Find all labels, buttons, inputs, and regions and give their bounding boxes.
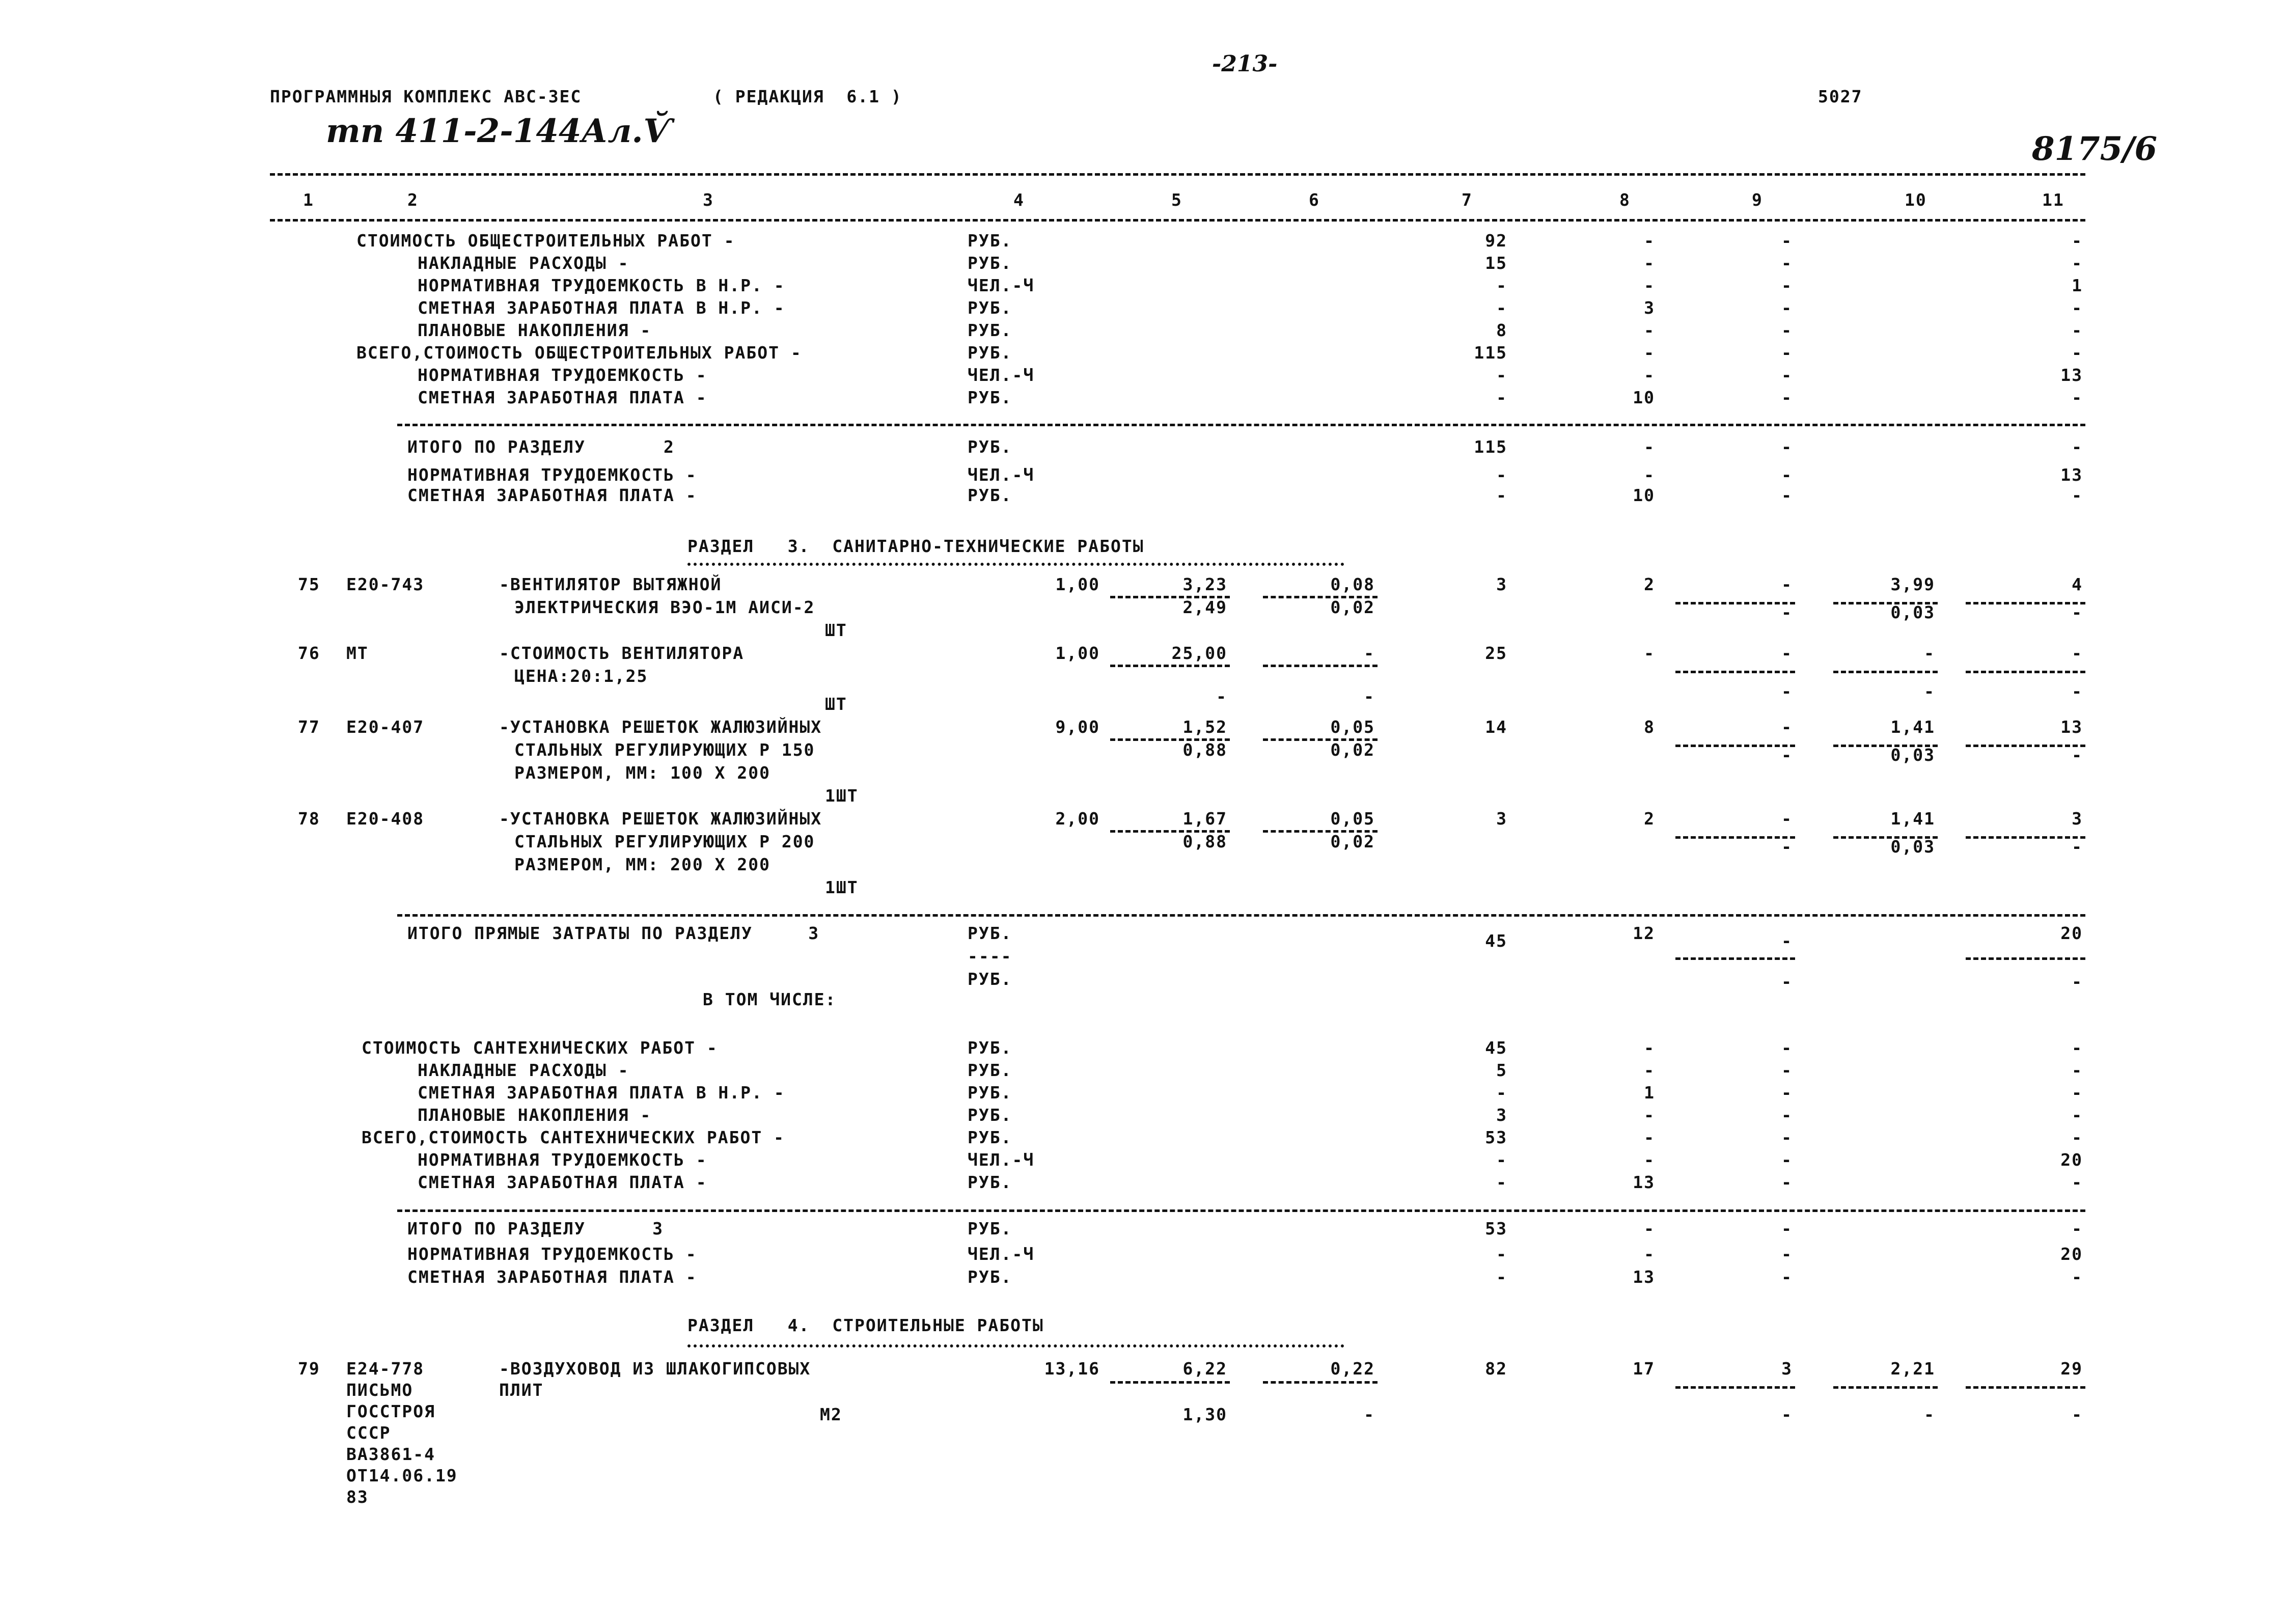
summary-c11: -	[2072, 231, 2083, 251]
section3-items-rule	[397, 914, 2085, 917]
item-c6b: 0,02	[1330, 597, 1375, 617]
program-code: 5027	[1818, 87, 1863, 106]
item-description: РАЗМЕРОМ, ММ: 200 Х 200	[514, 855, 770, 874]
summary-unit: ЧЕЛ.-Ч	[968, 276, 1035, 295]
summary-c7: 92	[1485, 231, 1507, 251]
item-c10: 2,21	[1890, 1359, 1935, 1379]
item-c5: 1,67	[1182, 809, 1227, 829]
item-unit: М2	[820, 1405, 842, 1424]
summary-c8: -	[1644, 1060, 1655, 1080]
summary-c9: -	[1781, 1038, 1793, 1058]
summary-c9: -	[1781, 1060, 1793, 1080]
summary-c9: -	[1781, 1150, 1793, 1170]
item-c10b: 0,03	[1890, 745, 1935, 765]
total-c8: -	[1644, 1244, 1655, 1264]
summary-c7: -	[1496, 298, 1507, 318]
item-c10-rule	[1833, 671, 1938, 673]
summary-c11: 20	[2060, 1150, 2083, 1170]
item-c11: 3	[2072, 809, 2083, 829]
item-description: -УСТАНОВКА РЕШЕТОК ЖАЛЮЗИЙНЫХ	[499, 809, 822, 829]
item-c5b: 1,30	[1182, 1405, 1227, 1424]
item-c10: 3,99	[1890, 574, 1935, 594]
summary-c7: 115	[1474, 343, 1507, 363]
item-c7: 3	[1496, 809, 1507, 829]
item-c8: -	[1644, 643, 1655, 663]
item-c6: 0,08	[1330, 574, 1375, 594]
summary-unit: ЧЕЛ.-Ч	[968, 365, 1035, 385]
item-c9b: -	[1781, 837, 1793, 857]
item-c7: 25	[1485, 643, 1507, 663]
column-number: 10	[1905, 190, 1927, 210]
item-description: -СТОИМОСТЬ ВЕНТИЛЯТОРА	[499, 643, 745, 663]
header-rule-bottom	[270, 219, 2085, 222]
item-quantity: 2,00	[1055, 809, 1100, 829]
item-number: 75	[298, 574, 320, 594]
summary-c11: -	[2072, 1083, 2083, 1103]
item-c5b: 0,88	[1182, 740, 1227, 760]
summary-c8: 13	[1633, 1172, 1655, 1192]
column-number: 8	[1619, 190, 1631, 210]
summary-c8: 3	[1644, 298, 1655, 318]
section4-title: РАЗДЕЛ 4. СТРОИТЕЛЬНЫЕ РАБОТЫ	[687, 1315, 1044, 1335]
summary-c8: -	[1644, 1105, 1655, 1125]
total-c8: 10	[1633, 485, 1655, 505]
item-reference: СССР	[346, 1423, 391, 1443]
summary-label: СТОИМОСТЬ САНТЕХНИЧЕСКИХ РАБОТ -	[362, 1038, 718, 1058]
summary-c7: -	[1496, 365, 1507, 385]
item-code: Е24-778	[346, 1359, 425, 1379]
summary-c11: -	[2072, 253, 2083, 273]
total-unit: РУБ.	[968, 1219, 1012, 1238]
item-c11-rule	[1966, 1386, 2085, 1389]
summary-c7: -	[1496, 388, 1507, 407]
item-reference: ВА3861-4	[346, 1444, 435, 1464]
item-description: СТАЛЬНЫХ РЕГУЛИРУЮЩИХ Р 150	[514, 740, 815, 760]
item-code: МТ	[346, 643, 369, 663]
summary-c11: -	[2072, 320, 2083, 340]
total-c11: -	[2072, 1219, 2083, 1238]
item-c9: -	[1781, 574, 1793, 594]
summary-c7: 8	[1496, 320, 1507, 340]
summary-c9: -	[1781, 231, 1793, 251]
item-c5b: 0,88	[1182, 832, 1227, 851]
summary-label: СМЕТНАЯ ЗАРАБОТНАЯ ПЛАТА -	[418, 1172, 707, 1192]
summary-c11: -	[2072, 1172, 2083, 1192]
summary-c11: -	[2072, 1060, 2083, 1080]
item-c10b: -	[1924, 681, 1935, 701]
summary-label: СМЕТНАЯ ЗАРАБОТНАЯ ПЛАТА В Н.Р. -	[418, 298, 785, 318]
summary-unit: РУБ.	[968, 343, 1012, 363]
summary-c8: -	[1644, 343, 1655, 363]
summary-c11: -	[2072, 388, 2083, 407]
direct-costs-unit: РУБ.	[968, 923, 1012, 943]
summary-c7: -	[1496, 276, 1507, 295]
item-c11b: -	[2072, 1405, 2083, 1424]
direct-costs-c9b: -	[1781, 972, 1793, 992]
summary-c9: -	[1781, 1083, 1793, 1103]
item-c9b: -	[1781, 681, 1793, 701]
summary-c9: -	[1781, 1105, 1793, 1125]
item-c5-rule	[1110, 665, 1230, 667]
summary-c11: -	[2072, 298, 2083, 318]
summary-c11: 1	[2072, 276, 2083, 295]
item-description: РАЗМЕРОМ, ММ: 100 Х 200	[514, 763, 770, 783]
item-unit: ШТ	[825, 620, 847, 640]
item-c6b: 0,02	[1330, 832, 1375, 851]
total-unit: РУБ.	[968, 437, 1012, 457]
item-c9: -	[1781, 643, 1793, 663]
summary-c8: -	[1644, 276, 1655, 295]
total-unit: ЧЕЛ.-Ч	[968, 1244, 1035, 1264]
summary-c9: -	[1781, 365, 1793, 385]
total-c9: -	[1781, 485, 1793, 505]
item-number: 79	[298, 1359, 320, 1379]
summary-label: НАКЛАДНЫЕ РАСХОДЫ -	[418, 253, 629, 273]
item-c6b: -	[1364, 1405, 1375, 1424]
summary-c7: -	[1496, 1083, 1507, 1103]
item-c5b: -	[1216, 686, 1227, 706]
summary-unit: РУБ.	[968, 388, 1012, 407]
summary-c8: -	[1644, 1150, 1655, 1170]
item-description: СТАЛЬНЫХ РЕГУЛИРУЮЩИХ Р 200	[514, 832, 815, 851]
item-c11b: -	[2072, 602, 2083, 622]
summary-c7: 15	[1485, 253, 1507, 273]
summary-c8: -	[1644, 231, 1655, 251]
column-number: 11	[2042, 190, 2064, 210]
total-c8: -	[1644, 437, 1655, 457]
item-number: 78	[298, 809, 320, 829]
header-rule-top	[270, 173, 2085, 176]
summary-unit: РУБ.	[968, 1038, 1012, 1058]
summary-c7: -	[1496, 1172, 1507, 1192]
column-number: 1	[303, 190, 314, 210]
summary-c9: -	[1781, 343, 1793, 363]
total-c7: -	[1496, 1244, 1507, 1264]
direct-costs-c9: -	[1781, 931, 1793, 951]
item-description: -УСТАНОВКА РЕШЕТОК ЖАЛЮЗИЙНЫХ	[499, 717, 822, 737]
summary-unit: РУБ.	[968, 1083, 1012, 1103]
total-label: НОРМАТИВНАЯ ТРУДОЕМКОСТЬ -	[407, 1244, 697, 1264]
section3-title-underline	[687, 563, 1344, 566]
summary-label: СМЕТНАЯ ЗАРАБОТНАЯ ПЛАТА -	[418, 388, 707, 407]
program-edition: ( РЕДАКЦИЯ 6.1 )	[713, 87, 902, 106]
summary-label: СТОИМОСТЬ ОБЩЕСТРОИТЕЛЬНЫХ РАБОТ -	[356, 231, 735, 251]
summary-c8: -	[1644, 253, 1655, 273]
summary-c8: 1	[1644, 1083, 1655, 1103]
item-quantity: 9,00	[1055, 717, 1100, 737]
item-c5: 25,00	[1171, 643, 1227, 663]
direct-costs-unit-dash: ----	[968, 946, 1012, 966]
summary-unit: РУБ.	[968, 1172, 1012, 1192]
summary-c9: -	[1781, 276, 1793, 295]
total-label: ИТОГО ПО РАЗДЕЛУ 3	[407, 1219, 664, 1238]
item-unit: ШТ	[825, 694, 847, 714]
summary-c9: -	[1781, 298, 1793, 318]
column-number: 5	[1171, 190, 1182, 210]
item-code: Е20-408	[346, 809, 425, 829]
direct-costs-c7: 45	[1485, 931, 1507, 951]
total-c11: 20	[2060, 1244, 2083, 1264]
item-c10b: 0,03	[1890, 602, 1935, 622]
item-code: Е20-407	[346, 717, 425, 737]
summary-label: ВСЕГО,СТОИМОСТЬ САНТЕХНИЧЕСКИХ РАБОТ -	[362, 1127, 785, 1147]
item-description: -ВОЗДУХОВОД ИЗ ШЛАКОГИПСОВЫХ	[499, 1359, 811, 1379]
column-number: 9	[1752, 190, 1763, 210]
item-c11: -	[2072, 643, 2083, 663]
including-label: В ТОМ ЧИСЛЕ:	[703, 989, 837, 1009]
total-c7: -	[1496, 485, 1507, 505]
summary-c8: 10	[1633, 388, 1655, 407]
item-c6-rule	[1263, 1381, 1378, 1384]
total-c8: -	[1644, 465, 1655, 485]
summary-label: СМЕТНАЯ ЗАРАБОТНАЯ ПЛАТА В Н.Р. -	[418, 1083, 785, 1103]
item-c6b: -	[1364, 686, 1375, 706]
item-c11-rule	[1966, 671, 2085, 673]
summary-label: НОРМАТИВНАЯ ТРУДОЕМКОСТЬ В Н.Р. -	[418, 276, 785, 295]
page-number: -213-	[1212, 51, 1278, 77]
summary-c8: -	[1644, 365, 1655, 385]
item-description: -ВЕНТИЛЯТОР ВЫТЯЖНОЙ	[499, 574, 722, 594]
total-label: СМЕТНАЯ ЗАРАБОТНАЯ ПЛАТА -	[407, 485, 697, 505]
item-c9b: -	[1781, 1405, 1793, 1424]
section2-rule	[397, 424, 2085, 426]
summary-label: ПЛАНОВЫЕ НАКОПЛЕНИЯ -	[418, 1105, 652, 1125]
total-c11: -	[2072, 485, 2083, 505]
total-c9: -	[1781, 465, 1793, 485]
summary-c11: 13	[2060, 365, 2083, 385]
total-c7: -	[1496, 1267, 1507, 1287]
summary-c11: -	[2072, 1127, 2083, 1147]
summary-c7: 45	[1485, 1038, 1507, 1058]
item-c10: 1,41	[1890, 717, 1935, 737]
item-c5-rule	[1110, 1381, 1230, 1384]
summary-c11: -	[2072, 343, 2083, 363]
summary-label: НОРМАТИВНАЯ ТРУДОЕМКОСТЬ -	[418, 1150, 707, 1170]
summary-unit: РУБ.	[968, 253, 1012, 273]
summary-c7: 5	[1496, 1060, 1507, 1080]
item-c6: 0,05	[1330, 809, 1375, 829]
direct-costs-label: ИТОГО ПРЯМЫЕ ЗАТРАТЫ ПО РАЗДЕЛУ 3	[407, 923, 820, 943]
summary-label: ВСЕГО,СТОИМОСТЬ ОБЩЕСТРОИТЕЛЬНЫХ РАБОТ -	[356, 343, 802, 363]
item-description: ПЛИТ	[499, 1380, 544, 1400]
summary-label: НАКЛАДНЫЕ РАСХОДЫ -	[418, 1060, 629, 1080]
item-unit: 1ШТ	[825, 786, 859, 806]
item-c6-rule	[1263, 665, 1378, 667]
item-c8: 2	[1644, 574, 1655, 594]
item-quantity: 13,16	[1044, 1359, 1100, 1379]
item-c10b: 0,03	[1890, 837, 1935, 857]
column-number: 4	[1013, 190, 1025, 210]
item-c9: -	[1781, 717, 1793, 737]
item-c10: -	[1924, 643, 1935, 663]
summary-unit: РУБ.	[968, 1127, 1012, 1147]
summary-c7: 53	[1485, 1127, 1507, 1147]
column-number: 7	[1462, 190, 1473, 210]
item-quantity: 1,00	[1055, 574, 1100, 594]
item-c11: 29	[2060, 1359, 2083, 1379]
total-c7: -	[1496, 465, 1507, 485]
section4-title-underline	[687, 1344, 1344, 1347]
summary-c9: -	[1781, 1127, 1793, 1147]
column-number: 2	[407, 190, 419, 210]
item-c8: 8	[1644, 717, 1655, 737]
direct-costs-c11: 20	[2060, 923, 2083, 943]
item-c5: 3,23	[1182, 574, 1227, 594]
total-label: СМЕТНАЯ ЗАРАБОТНАЯ ПЛАТА -	[407, 1267, 697, 1287]
item-c11: 4	[2072, 574, 2083, 594]
item-c5: 6,22	[1182, 1359, 1227, 1379]
column-number: 6	[1309, 190, 1320, 210]
item-c7: 3	[1496, 574, 1507, 594]
item-c10-rule	[1833, 1386, 1938, 1389]
summary-c7: -	[1496, 1150, 1507, 1170]
direct-costs-c11b: -	[2072, 972, 2083, 992]
item-c9: 3	[1781, 1359, 1793, 1379]
total-c9: -	[1781, 1267, 1793, 1287]
item-c9: -	[1781, 809, 1793, 829]
item-reference: 83	[346, 1487, 369, 1507]
total-c8: 13	[1633, 1267, 1655, 1287]
total-label: НОРМАТИВНАЯ ТРУДОЕМКОСТЬ -	[407, 465, 697, 485]
summary-c8: -	[1644, 1038, 1655, 1058]
item-c11b: -	[2072, 745, 2083, 765]
item-c10: 1,41	[1890, 809, 1935, 829]
summary-unit: РУБ.	[968, 320, 1012, 340]
summary-label: ПЛАНОВЫЕ НАКОПЛЕНИЯ -	[418, 320, 652, 340]
item-number: 76	[298, 643, 320, 663]
summary-c7: 3	[1496, 1105, 1507, 1125]
section3-summary-rule	[397, 1209, 2085, 1212]
item-unit: 1ШТ	[825, 877, 859, 897]
item-number: 77	[298, 717, 320, 737]
summary-c9: -	[1781, 388, 1793, 407]
direct-costs-unit-2: РУБ.	[968, 969, 1012, 989]
item-c7: 82	[1485, 1359, 1507, 1379]
summary-label: НОРМАТИВНАЯ ТРУДОЕМКОСТЬ -	[418, 365, 707, 385]
summary-c9: -	[1781, 320, 1793, 340]
item-description: ЭЛЕКТРИЧЕСКИЯ ВЭО-1М АИСИ-2	[514, 597, 815, 617]
item-c6: 0,05	[1330, 717, 1375, 737]
summary-c11: -	[2072, 1105, 2083, 1125]
summary-unit: РУБ.	[968, 231, 1012, 251]
item-c5b: 2,49	[1182, 597, 1227, 617]
item-reference: ПИСЬМО	[346, 1380, 414, 1400]
total-c11: -	[2072, 437, 2083, 457]
summary-unit: РУБ.	[968, 1060, 1012, 1080]
item-c9b: -	[1781, 745, 1793, 765]
direct-costs-c8: 12	[1633, 923, 1655, 943]
item-c11b: -	[2072, 681, 2083, 701]
item-reference: ОТ14.06.19	[346, 1466, 458, 1485]
item-c11b: -	[2072, 837, 2083, 857]
item-c9-rule	[1675, 1386, 1795, 1389]
summary-unit: РУБ.	[968, 1105, 1012, 1125]
total-c9: -	[1781, 1244, 1793, 1264]
item-c6: 0,22	[1330, 1359, 1375, 1379]
direct-c11-rule	[1966, 957, 2085, 960]
total-c9: -	[1781, 1219, 1793, 1238]
item-c8: 2	[1644, 809, 1655, 829]
summary-c8: -	[1644, 1127, 1655, 1147]
total-c8: -	[1644, 1219, 1655, 1238]
item-c11: 13	[2060, 717, 2083, 737]
summary-unit: РУБ.	[968, 298, 1012, 318]
column-number: 3	[703, 190, 714, 210]
total-label: ИТОГО ПО РАЗДЕЛУ 2	[407, 437, 675, 457]
total-unit: РУБ.	[968, 485, 1012, 505]
total-c7: 53	[1485, 1219, 1507, 1238]
summary-c8: -	[1644, 320, 1655, 340]
summary-c11: -	[2072, 1038, 2083, 1058]
section3-title: РАЗДЕЛ 3. САНИТАРНО-ТЕХНИЧЕСКИЕ РАБОТЫ	[687, 536, 1144, 556]
item-quantity: 1,00	[1055, 643, 1100, 663]
summary-unit: ЧЕЛ.-Ч	[968, 1150, 1035, 1170]
item-c9-rule	[1675, 671, 1795, 673]
total-c11: 13	[2060, 465, 2083, 485]
item-c6b: 0,02	[1330, 740, 1375, 760]
total-c7: 115	[1474, 437, 1507, 457]
item-c9b: -	[1781, 602, 1793, 622]
project-number: тп 411-2-144Ал.Ѵ̆	[326, 112, 673, 150]
item-c8: 17	[1633, 1359, 1655, 1379]
document-number: 8175/6	[2032, 130, 2158, 168]
direct-c9-rule	[1675, 957, 1795, 960]
total-c9: -	[1781, 437, 1793, 457]
item-c7: 14	[1485, 717, 1507, 737]
total-unit: РУБ.	[968, 1267, 1012, 1287]
total-unit: ЧЕЛ.-Ч	[968, 465, 1035, 485]
total-c11: -	[2072, 1267, 2083, 1287]
program-name: ПРОГРАММНЫЯ КОМПЛЕКС АВС-ЗЕС	[270, 87, 582, 106]
summary-c9: -	[1781, 253, 1793, 273]
item-c10b: -	[1924, 1405, 1935, 1424]
item-reference: ГОССТРОЯ	[346, 1401, 435, 1421]
item-code: Е20-743	[346, 574, 425, 594]
item-c5: 1,52	[1182, 717, 1227, 737]
summary-c9: -	[1781, 1172, 1793, 1192]
item-description: ЦЕНА:20:1,25	[514, 666, 648, 686]
item-c6: -	[1364, 643, 1375, 663]
